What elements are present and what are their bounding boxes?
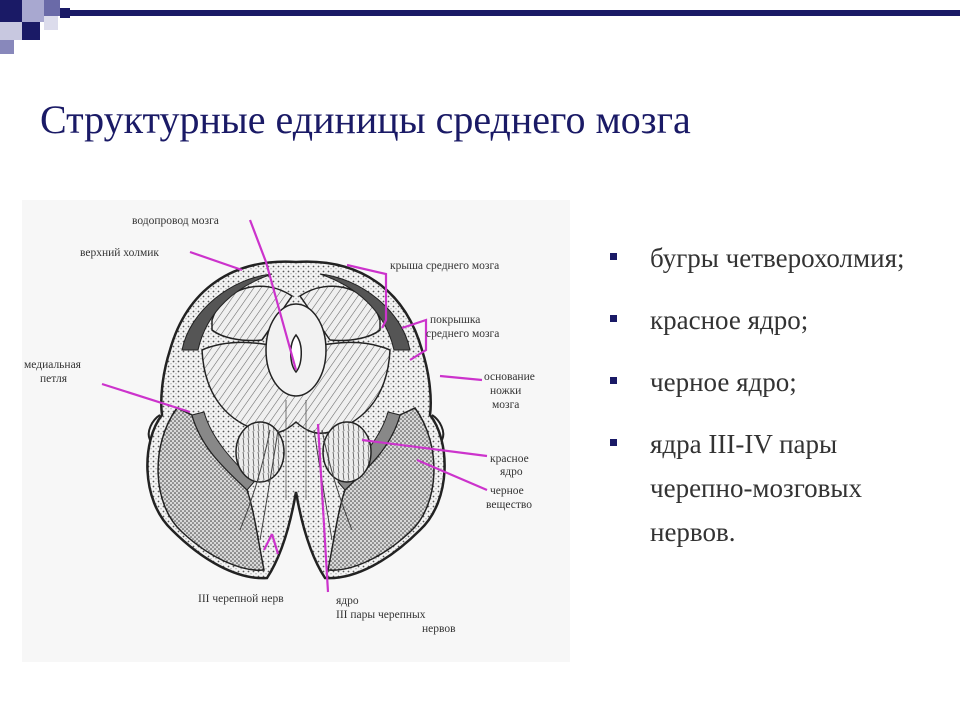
bullet-item [610,298,940,342]
bullet-text: черное ядро; [650,367,797,397]
label-nucleus-3: нервов [422,623,456,635]
label-nucleus-2: III пары черепных [336,609,426,621]
bullet-square-icon [610,315,617,322]
bullet-text: ядра III-IV пары черепно-мозговых нервов. [650,429,862,547]
label-superior-colliculus: верхний холмик [80,247,159,259]
label-red-nucleus-1: красное [490,453,529,465]
bullet-list [610,236,940,572]
midbrain-diagram [22,200,570,662]
corner-decoration [0,0,960,60]
bullet-text: красное ядро; [650,305,809,335]
label-base-1: основание [484,371,535,383]
label-base-3: мозга [492,399,520,411]
label-tectum: крыша среднего мозга [390,260,500,272]
label-cranial-nerve-3: III черепной нерв [198,593,284,605]
label-medial-lemniscus-2: петля [40,373,68,385]
label-substantia-nigra-1: черное [490,485,524,497]
bullet-item [610,360,940,404]
label-tegmentum-1: покрышка [430,314,481,326]
label-aqueduct: водопровод мозга [132,215,219,227]
bullet-square-icon [610,253,617,260]
label-red-nucleus-2: ядро [500,466,523,478]
label-medial-lemniscus-1: медиальная [24,359,81,371]
label-nucleus-1: ядро [336,595,359,607]
bullet-text: бугры четверохолмия; [650,243,905,273]
label-substantia-nigra-2: вещество [486,499,532,511]
slide-title: Структурные единицы среднего мозга [40,97,691,142]
label-base-2: ножки [490,385,522,397]
bullet-item [610,422,940,554]
bullet-item [610,236,940,280]
bullet-square-icon [610,377,617,384]
bullet-square-icon [610,439,617,446]
label-tegmentum-2: среднего мозга [426,328,500,340]
